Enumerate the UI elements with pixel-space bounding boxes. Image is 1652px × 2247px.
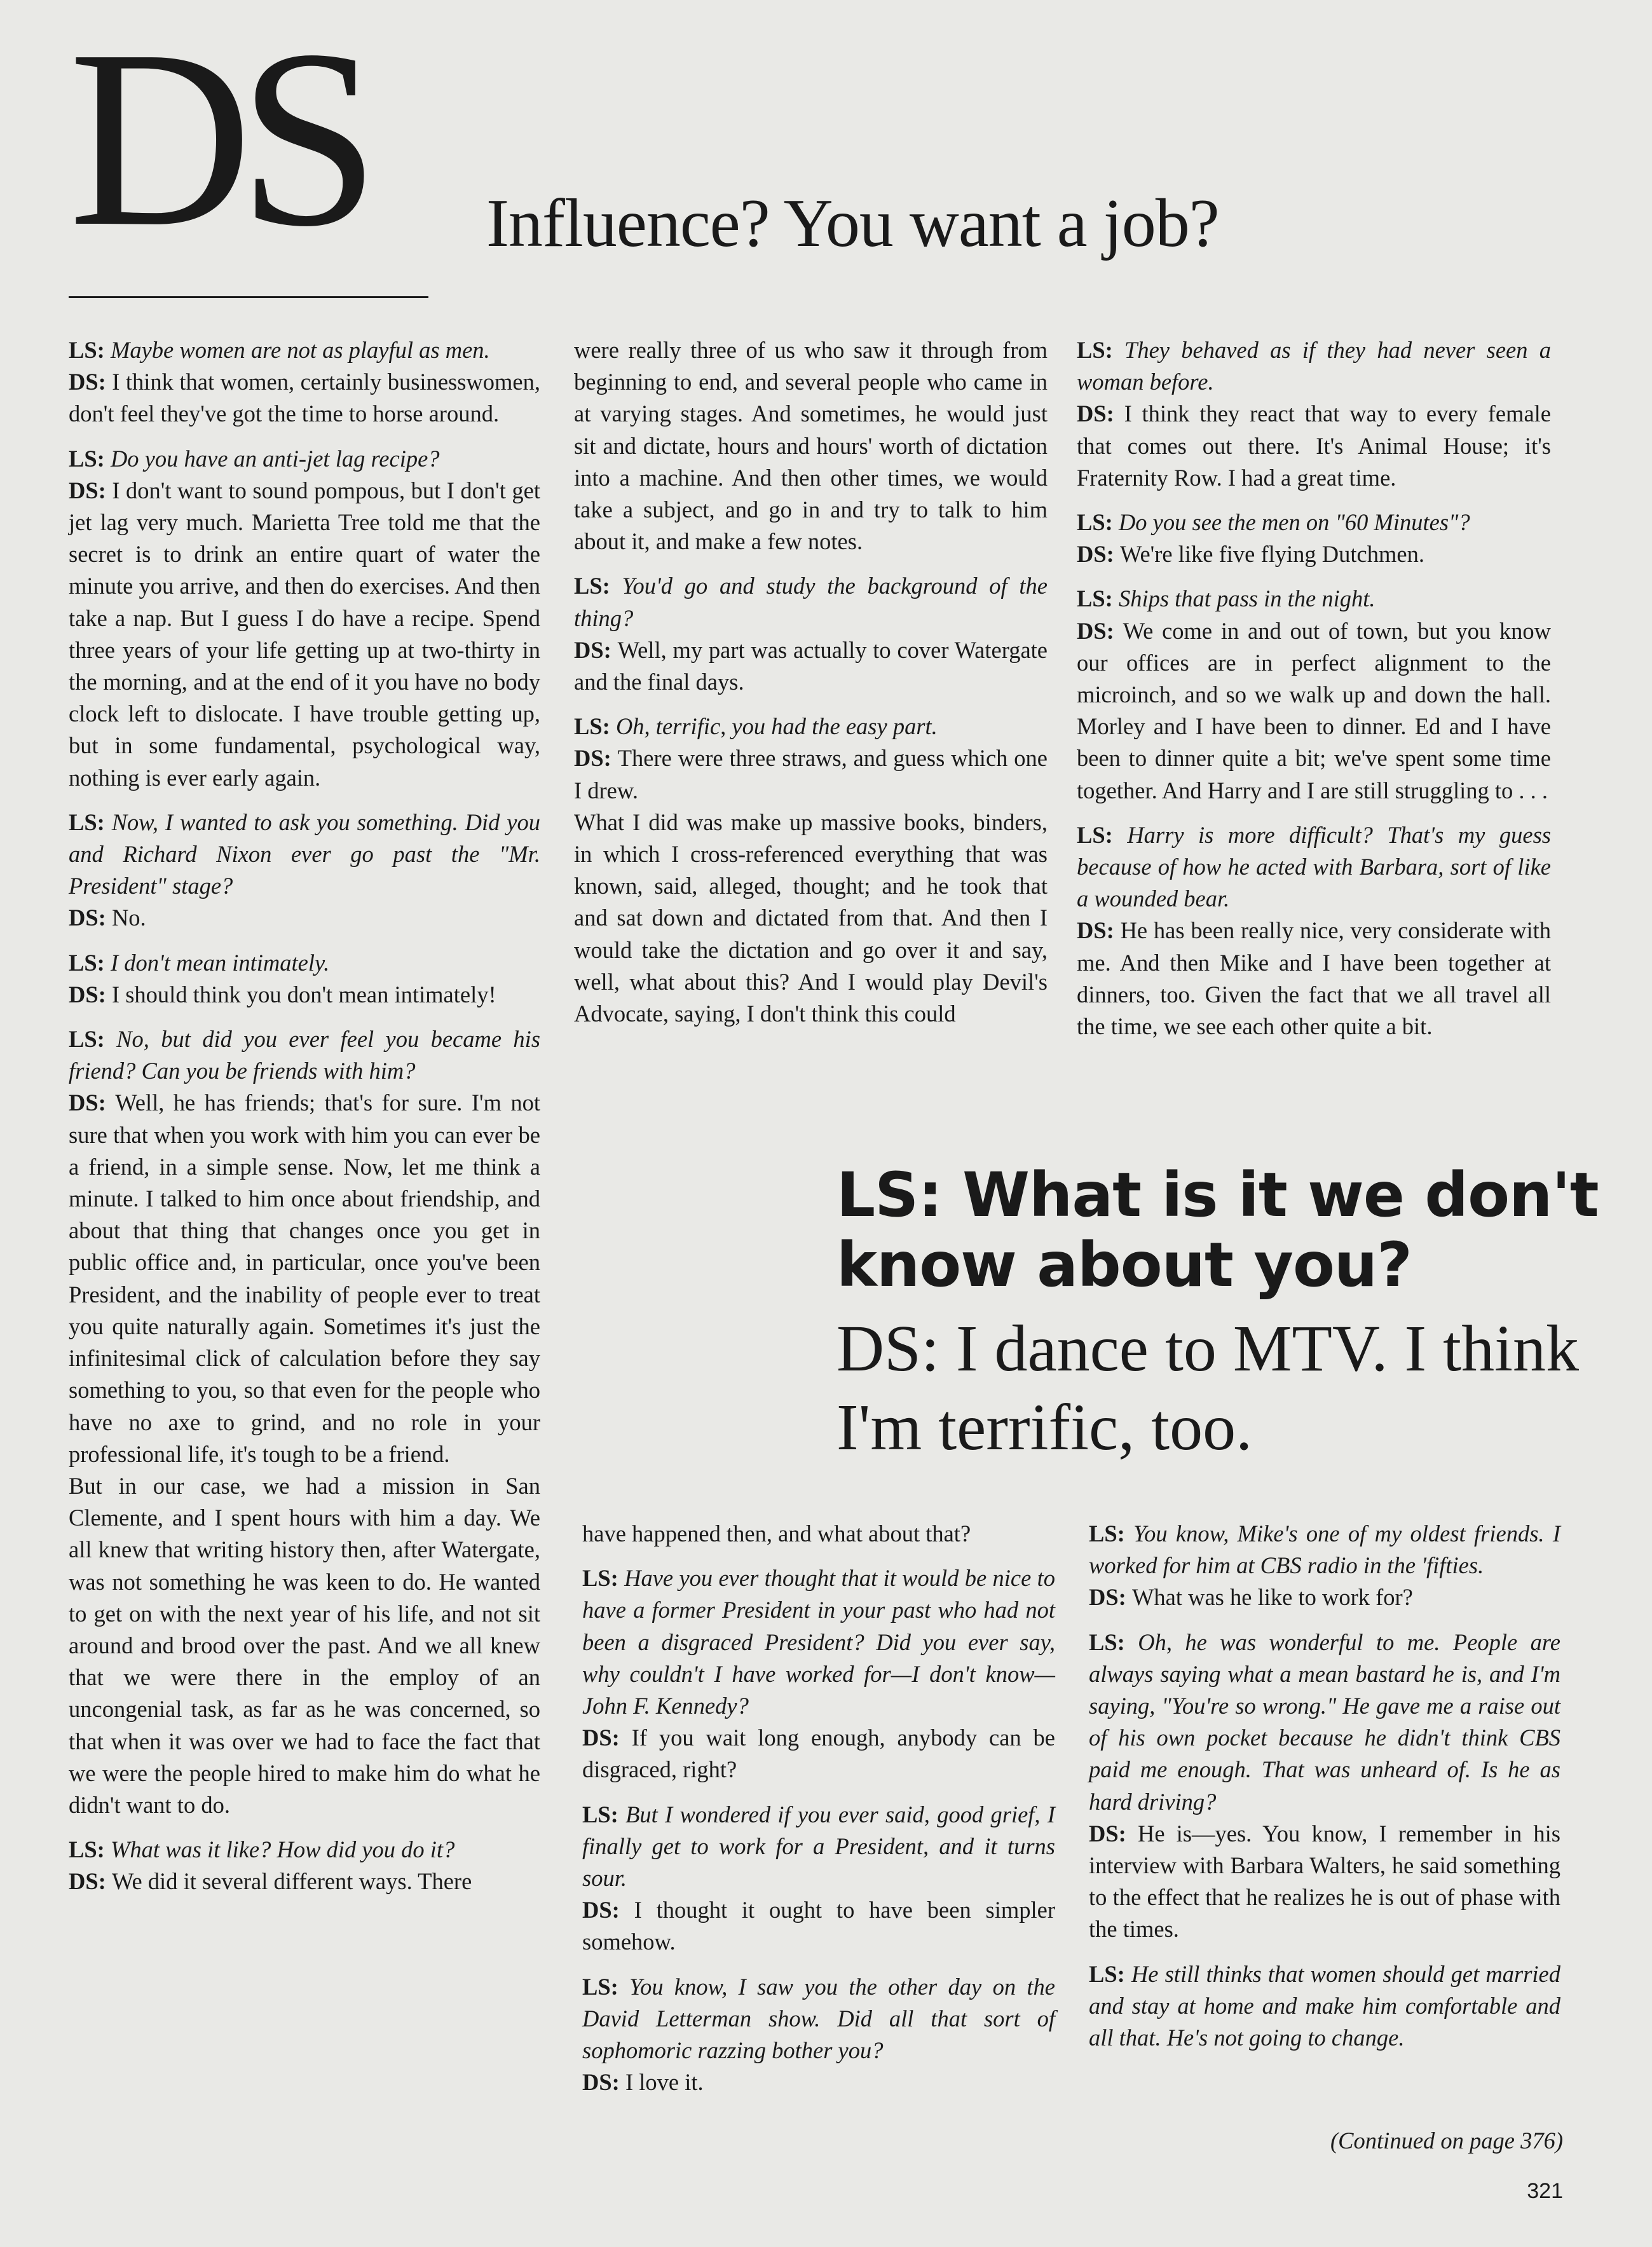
speaker-label: LS: xyxy=(69,1026,117,1053)
question-text: Oh, terrific, you had the easy part. xyxy=(615,713,938,740)
speaker-label: LS: xyxy=(1089,1629,1138,1655)
interview-paragraph xyxy=(582,1518,1055,1550)
interview-line xyxy=(1077,583,1551,615)
speaker-label: DS: xyxy=(69,981,112,1007)
interview-paragraph xyxy=(582,1562,1055,1786)
interview-line xyxy=(574,634,1048,698)
text-column-4 xyxy=(582,1518,1055,2111)
interview-line xyxy=(582,1894,1055,1958)
speaker-label: DS: xyxy=(69,1089,116,1116)
answer-text: He has been really nice, very considerate with me. And then Mike and I have been together at dinners, too. Given the fact that we all travel all the time, we see each other quite a bit. xyxy=(1077,917,1551,1040)
speaker-label: LS: xyxy=(69,1836,111,1863)
speaker-label: LS: xyxy=(69,949,111,976)
speaker-label: LS: xyxy=(1089,1960,1131,1987)
question-text: What was it like? How did you do it? xyxy=(110,1836,455,1863)
speaker-label: LS: xyxy=(69,337,111,363)
interview-paragraph xyxy=(69,807,540,934)
speaker-label: DS: xyxy=(1089,1820,1138,1847)
interview-paragraph xyxy=(1077,819,1551,1042)
interview-paragraph xyxy=(1077,507,1551,570)
interview-line xyxy=(582,1518,1055,1550)
interview-paragraph xyxy=(1089,1627,1560,1946)
speaker-label: LS: xyxy=(1077,337,1125,363)
speaker-label: DS: xyxy=(582,1897,634,1923)
speaker-label: DS: xyxy=(582,1725,632,1751)
page-initials: DS xyxy=(69,0,366,279)
interview-line xyxy=(582,1799,1055,1895)
interview-line xyxy=(69,807,540,903)
pull-quote-answer: DS: I dance to MTV. I think I'm terrific, too. xyxy=(836,1312,1579,1464)
interview-line xyxy=(1089,1627,1560,1818)
answer-text: No. xyxy=(111,905,146,931)
answer-text: He is—yes. You know, I remember in his interview with Barbara Walters, he said something to the effect that he realizes he is out of phase with the times. xyxy=(1089,1820,1560,1943)
interview-paragraph xyxy=(1089,1518,1560,1614)
question-text: Maybe women are not as playful as men. xyxy=(110,337,490,363)
text-column-1 xyxy=(69,334,540,1911)
answer-text: I should think you don't mean intimately! xyxy=(111,981,496,1007)
interview-line xyxy=(69,475,540,794)
answer-text: We're like five flying Dutchmen. xyxy=(1119,541,1424,568)
text-column-3 xyxy=(1077,334,1551,1055)
interview-line xyxy=(69,1023,540,1087)
interview-line xyxy=(574,334,1048,557)
interview-line xyxy=(1077,334,1551,398)
speaker-label: LS: xyxy=(1077,821,1128,848)
question-text: Have you ever thought that it would be nice to have a former President in your past who had not been a disgraced President? Did you ever say, why couldn't I have worked for—I don't know—John F. Kennedy? xyxy=(582,1565,1055,1719)
interview-line xyxy=(1077,507,1551,538)
speaker-label: DS: xyxy=(69,1868,112,1895)
question-text: Harry is more difficult? That's my guess because of how he acted with Barbara, sort of like a wounded bear. xyxy=(1077,821,1551,912)
answer-text: What was he like to work for? xyxy=(1131,1584,1413,1611)
question-text: Do you have an anti-jet lag recipe? xyxy=(110,445,440,472)
answer-text: But in our case, we had a mission in San Clemente, and I spent hours with him a day. We all knew that writing history then, after Watergate, was not something he was keen to do. He wanted to get on with the next year of his life, and not sit around and brood over the past. And we all knew that we were there in the employ of an uncongenial task, as far as he was concerned, so that when it was over we had to face the fact that we were the people hired to make him do what he didn't want to do. xyxy=(69,1472,540,1818)
answer-text: What I did was make up massive books, binders, in which I cross-referenced everything that was known, said, alleged, thought; and he took that and sat down and dictated from that. And then I would take the dictation and go over it and say, well, what about this? And I would play Devil's Advocate, saying, I don't think this could xyxy=(574,809,1048,1027)
pull-quote-question: LS: What is it we don't know about you? xyxy=(836,1159,1599,1301)
answer-text: I think that women, certainly businesswomen, don't feel they've got the time to horse around. xyxy=(69,369,540,427)
interview-line xyxy=(582,1722,1055,1786)
speaker-label: LS: xyxy=(574,713,616,740)
speaker-label: DS: xyxy=(1077,617,1123,644)
speaker-label: DS: xyxy=(582,2069,625,2096)
speaker-label: DS: xyxy=(69,905,112,931)
question-text: Ships that pass in the night. xyxy=(1118,585,1376,612)
answer-text: have happened then, and what about that? xyxy=(582,1520,971,1547)
question-text: They behaved as if they had never seen a woman before. xyxy=(1077,337,1551,395)
interview-line xyxy=(69,1087,540,1470)
answer-text: We come in and out of town, but you know our offices are in perfect alignment to the microinch, and so we walk up and down the hall. Morley and I have been to dinner. Ed and I have been to dinner quite a bit; we've spent some time together. And Harry and I are still struggling to . . . xyxy=(1077,617,1551,803)
interview-line xyxy=(1089,1518,1560,1581)
interview-line xyxy=(1077,615,1551,807)
interview-line xyxy=(574,742,1048,806)
question-text: Oh, he was wonderful to me. People are always saying what a mean bastard he is, and I'm saying, "You're so wrong." He gave me a raise out of his own pocket because he didn't think CBS paid me enough. That was unheard of. Is he as hard driving? xyxy=(1089,1629,1560,1815)
answer-text: I thought it ought to have been simpler somehow. xyxy=(582,1897,1055,1955)
speaker-label: LS: xyxy=(69,445,111,472)
question-text: You know, I saw you the other day on the David Letterman show. Did all that sort of sophomoric razzing bother you? xyxy=(582,1973,1055,2064)
interview-line xyxy=(582,2066,1055,2098)
interview-line xyxy=(69,947,540,979)
speaker-label: LS: xyxy=(582,1801,626,1827)
speaker-label: LS: xyxy=(582,1565,625,1592)
speaker-label: LS: xyxy=(1077,509,1119,536)
speaker-label: DS: xyxy=(1077,917,1121,944)
speaker-label: DS: xyxy=(574,745,618,772)
interview-line xyxy=(1089,1958,1560,2054)
interview-line xyxy=(574,570,1048,634)
answer-text: I love it. xyxy=(625,2069,704,2096)
speaker-label: DS: xyxy=(69,369,113,395)
interview-line xyxy=(582,1562,1055,1722)
answer-text: There were three straws, and guess which one I drew. xyxy=(574,745,1048,803)
speaker-label: LS: xyxy=(1077,585,1119,612)
interview-paragraph xyxy=(574,334,1048,557)
interview-line xyxy=(69,1834,540,1866)
question-text: Now, I wanted to ask you something. Did you and Richard Nixon ever go past the "Mr. President" stage? xyxy=(69,809,540,899)
answer-text: Well, my part was actually to cover Watergate and the final days. xyxy=(574,636,1048,695)
interview-paragraph xyxy=(69,334,540,430)
interview-line xyxy=(69,366,540,430)
interview-line xyxy=(69,979,540,1011)
interview-line xyxy=(69,443,540,475)
interview-line xyxy=(1077,915,1551,1042)
interview-line xyxy=(1077,538,1551,570)
interview-paragraph xyxy=(574,570,1048,698)
text-column-2 xyxy=(574,334,1048,1042)
question-text: You know, Mike's one of my oldest friends. I worked for him at CBS radio in the 'fifties. xyxy=(1089,1520,1560,1579)
speaker-label: DS: xyxy=(69,477,113,503)
interview-paragraph xyxy=(69,947,540,1011)
interview-line xyxy=(69,1470,540,1821)
question-text: I don't mean intimately. xyxy=(110,949,330,976)
interview-line xyxy=(69,902,540,934)
interview-paragraph xyxy=(1077,583,1551,806)
page-number: 321 xyxy=(1527,2179,1563,2203)
speaker-label: DS: xyxy=(1089,1584,1132,1611)
answer-text: I don't want to sound pompous, but I don't get jet lag very much. Marietta Tree told me that the secret is to drink an entire quart of water the minute you arrive, and then do exercises. And then take a nap. But I guess I do have a recipe. Spend three years of your life getting up at two-thirty in the morning, and at the end of it you have no body clock left to dislocate. I have trouble getting up, but in some fundamental, psychological way, nothing is ever early again. xyxy=(69,477,540,791)
interview-line xyxy=(574,807,1048,1030)
interview-line xyxy=(574,711,1048,742)
continued-note: (Continued on page 376) xyxy=(1330,2127,1563,2154)
interview-line xyxy=(1077,819,1551,915)
speaker-label: DS: xyxy=(1077,400,1124,427)
interview-paragraph xyxy=(1077,334,1551,494)
speaker-label: DS: xyxy=(574,636,618,663)
headline-rule xyxy=(69,296,428,298)
interview-paragraph xyxy=(69,1834,540,1897)
interview-paragraph xyxy=(582,1971,1055,2099)
text-column-5 xyxy=(1089,1518,1560,2066)
answer-text: Well, he has friends; that's for sure. I'm not sure that when you work with him you can ever be a friend, in a simple sense. Now, let me think a minute. I talked to him once about friendship, and about that thing that changes once you get in public office and, in particular, once you've been President, and the inability of people ever to treat you quite naturally again. Sometimes it's just the infinitesimal click of calculation before they say something to you, so that even for the people who have no axe to grind, and no role in your professional life, it's tough to be a friend. xyxy=(69,1089,540,1467)
speaker-label: DS: xyxy=(1077,541,1120,568)
interview-line xyxy=(1089,1581,1560,1613)
interview-paragraph xyxy=(574,711,1048,1030)
interview-line xyxy=(69,334,540,366)
interview-paragraph xyxy=(1089,1958,1560,2054)
article-headline: Influence? You want a job? xyxy=(486,186,1219,261)
interview-line xyxy=(1089,1818,1560,1946)
interview-paragraph xyxy=(582,1799,1055,1958)
interview-line xyxy=(1077,398,1551,494)
speaker-label: LS: xyxy=(582,1973,630,2000)
question-text: No, but did you ever feel you became his friend? Can you be friends with him? xyxy=(69,1026,540,1084)
question-text: Do you see the men on "60 Minutes"? xyxy=(1118,509,1470,536)
interview-line xyxy=(582,1971,1055,2067)
answer-text: I think they react that way to every female that comes out there. It's Animal House; it's Fraternity Row. I had a great time. xyxy=(1077,400,1551,491)
speaker-label: LS: xyxy=(574,573,622,599)
interview-paragraph xyxy=(69,443,540,794)
question-text: He still thinks that women should get married and stay at home and make him comfortable and all that. He's not going to change. xyxy=(1089,1960,1560,2051)
answer-text: were really three of us who saw it through from beginning to end, and several people who came in at varying stages. And sometimes, he would just sit and dictate, hours and hours' worth of dictation into a machine. And then other times, we would take a subject, and go in and try to talk to him about it, and make a few notes. xyxy=(574,337,1048,555)
answer-text: If you wait long enough, anybody can be disgraced, right? xyxy=(582,1725,1055,1783)
speaker-label: LS: xyxy=(69,809,112,835)
question-text: But I wondered if you ever said, good grief, I finally get to work for a President, and it turns sour. xyxy=(582,1801,1055,1892)
interview-paragraph xyxy=(69,1023,540,1821)
speaker-label: LS: xyxy=(1089,1520,1134,1547)
interview-line xyxy=(69,1866,540,1897)
question-text: You'd go and study the background of the thing? xyxy=(574,573,1048,631)
answer-text: We did it several different ways. There xyxy=(111,1868,472,1895)
